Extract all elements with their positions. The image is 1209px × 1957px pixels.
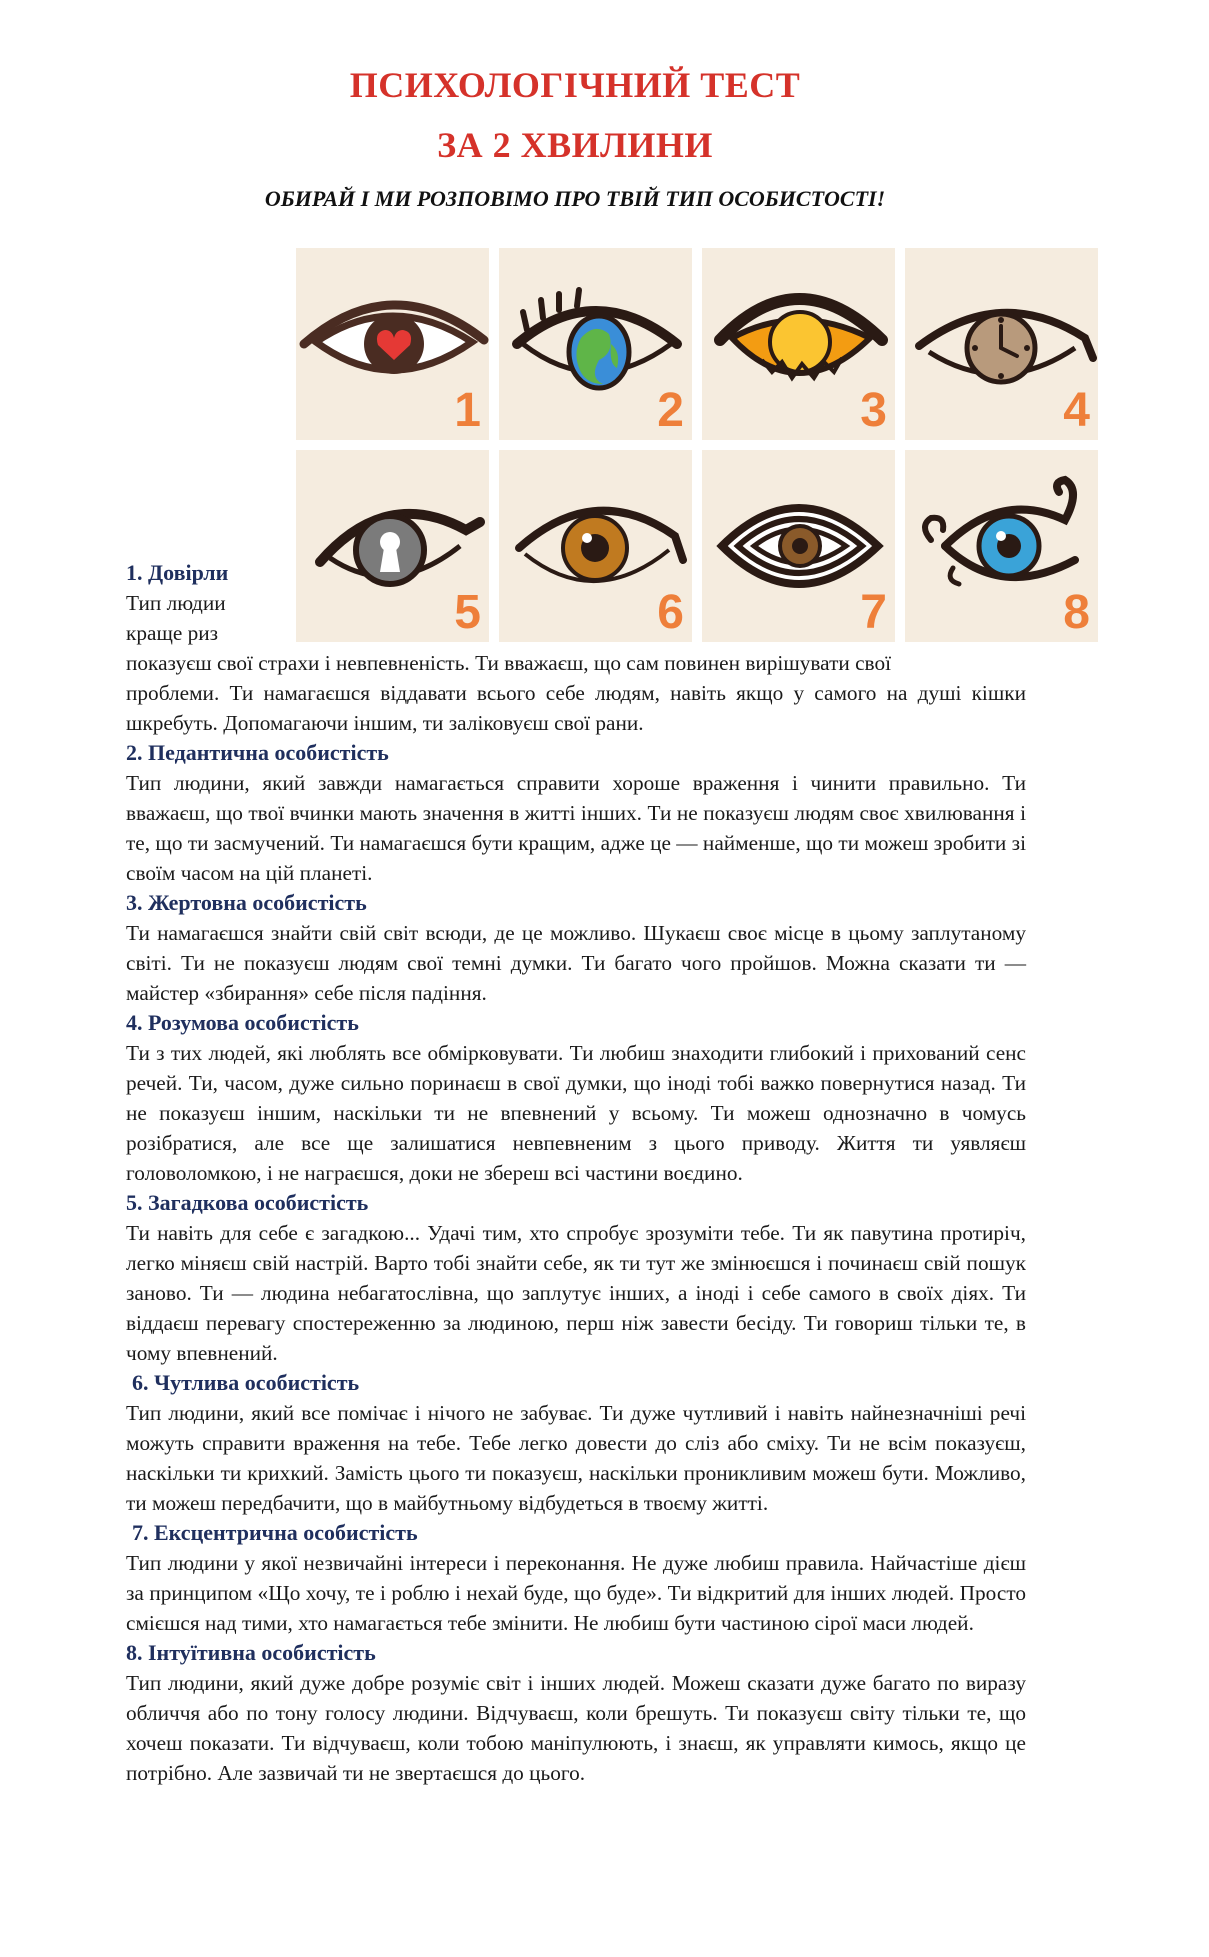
eye-tile-1[interactable]: [296, 248, 489, 440]
section-heading: 8. Інтуїтивна особистість: [126, 1640, 376, 1665]
eye-tile-8[interactable]: [905, 450, 1098, 642]
section-text-line: краще риз: [126, 621, 219, 645]
title-line-1: ПСИХОЛОГІЧНИЙ ТЕСТ: [349, 65, 801, 105]
eye-number: 6: [657, 586, 684, 639]
eye-tile-3[interactable]: [702, 248, 895, 440]
section-text: Ти з тих людей, які люблять все обмірковувати. Ти любиш знаходити глибокий і прихований сенс речей. Ти, часом, дуже сильно поринаєш в свої думки, що іноді тобі важко повернутися назад. Ти не показуєш іншим, наскільки ти не впевнений у всьому. Ти можеш однозначно в чомусь розібратися, але все ще залишатися невпевненим з цього приводу. Життя ти уявляєш головоломкою, і не награєшся, доки не збереш всі частини воєдино.: [126, 1041, 1026, 1185]
title-line-2: ЗА 2 ХВИЛИНИ: [437, 125, 713, 165]
section-text: проблеми. Ти намагаєшся віддавати всього себе людям, навіть якщо у самого на душі кішки шкребуть. Допомагаючи іншим, ти заліковуєш свої рани.: [126, 681, 1026, 735]
section-text: Тип людини у якої незвичайні інтереси і переконання. Не дуже любиш правила. Найчастіше дієш за принципом «Що хочу, те і роблю і нехай буде, що буде». Ти відкритий для інших людей. Просто смієшся над тими, хто намагається тебе змінити. Не любиш бути частиною сірої маси людей.: [126, 1551, 1026, 1635]
eye-tile-4[interactable]: [905, 248, 1098, 440]
section-text-line: показуєш свої страхи і невпевненість. Ти вважаєш, що сам повинен вирішувати свої: [126, 651, 892, 675]
eye-number: 7: [860, 586, 887, 639]
personality-descriptions: [126, 558, 1026, 1788]
section-5: [126, 1188, 1026, 1368]
section-text: Ти навіть для себе є загадкою... Удачі тим, хто спробує зрозуміти тебе. Ти як павутина протиріч, легко міняєш свій настрій. Варто тобі знайти себе, як ти тут же змінюєшся і починаєш свій пошук заново. Ти — людина небагатослівна, що заплутує інших, а іноді і себе самого в своїх діях. Ти віддаєш перевагу спостереженню за людиною, перш ніж завести бесіду. Ти говориш тільки те, в чому впевнений.: [126, 1221, 1026, 1365]
eye-number: 5: [454, 586, 481, 639]
eyes-grid: [296, 248, 1090, 648]
eye-number: 3: [860, 384, 887, 437]
eye-number: 8: [1063, 586, 1090, 639]
eye-tile-7[interactable]: [702, 450, 895, 642]
section-4: [126, 1008, 1026, 1188]
eye-number: 2: [657, 384, 684, 437]
eye-tile-5[interactable]: [296, 450, 489, 642]
section-heading: 5. Загадкова особистість: [126, 1190, 369, 1215]
section-heading: 4. Розумова особистість: [126, 1010, 359, 1035]
section-3: [126, 888, 1026, 1008]
section-2: [126, 738, 1026, 888]
section-text: Ти намагаєшся знайти свій світ всюди, де це можливо. Шукаєш своє місце в цьому заплутаному світі. Ти не показуєш людям свої темні думки. Ти багато чого пройшов. Можна сказати ти — майстер «збирання» себе після падіння.: [126, 921, 1026, 1005]
eye-tile-6[interactable]: [499, 450, 692, 642]
section-text: Тип людини, який дуже добре розуміє світ і інших людей. Можеш сказати дуже багато по виразу обличчя або по тону голосу людини. Відчуваєш, коли брешуть. Ти показуєш світу тільки те, що хочеш показати. Ти відчуваєш, коли тобою маніпулюють, і знаєш, як управляти кимось, якщо це потрібно. Але зазвичай ти не звертаєшся до цього.: [126, 1671, 1026, 1785]
eye-number: 1: [454, 384, 481, 437]
section-heading: 2. Педантична особистість: [126, 740, 389, 765]
section-text: Тип людини, який все помічає і нічого не забуває. Ти дуже чутливий і навіть найнезначніші речі можуть справити враження на тебе. Тебе легко довести до сліз або сміху. Ти не всім показуєш, наскільки ти крихкий. Замість цього ти показуєш, наскільки проникливим можеш бути. Можливо, ти можеш передбачити, що в майбутньому відбудеться в твоєму житті.: [126, 1401, 1026, 1515]
eye-tile-2[interactable]: [499, 248, 692, 440]
section-heading: 1. Довірли: [126, 560, 229, 585]
section-text: Тип людини, який завжди намагається справити хороше враження і чинити правильно. Ти вважаєш, що твої вчинки мають значення в житті інших. Ти не показуєш людям своє хвилювання і те, що ти засмучений. Ти намагаєшся бути кращим, адже це — найменше, що ти можеш зробити зі своїм часом на цій планеті.: [126, 771, 1026, 885]
section-heading: 3. Жертовна особистість: [126, 890, 367, 915]
section-heading: 7. Ексцентрична особистість: [132, 1520, 418, 1545]
section-text-line: Тип людии: [126, 591, 226, 615]
section-7: [126, 1518, 1026, 1638]
eye-number: 4: [1063, 384, 1090, 437]
subtitle: ОБИРАЙ І МИ РОЗПОВІМО ПРО ТВІЙ ТИП ОСОБИСТОСТІ!: [264, 186, 886, 211]
section-6: [126, 1368, 1026, 1518]
section-8: [126, 1638, 1026, 1788]
section-heading: 6. Чутлива особистість: [132, 1370, 360, 1395]
